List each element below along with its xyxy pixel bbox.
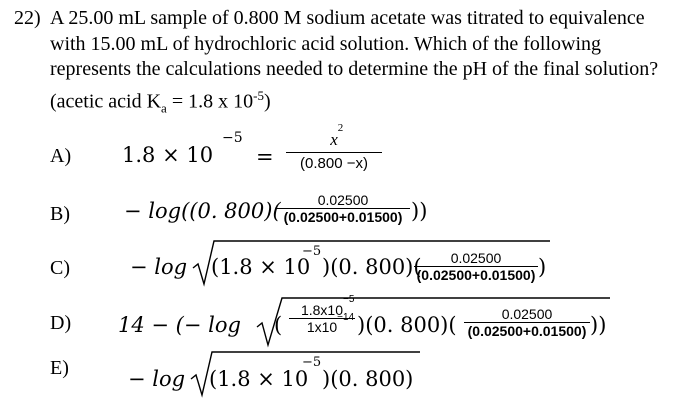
- option-a-numerator-exponent: 2: [337, 122, 344, 134]
- option-c-radicand: (1.8 × 10: [211, 255, 311, 279]
- option-e-prefix: − log: [128, 367, 186, 391]
- option-a-numerator: x: [330, 130, 338, 149]
- option-b-prefix: − log((0. 800)(: [124, 199, 281, 223]
- stem-line-3: represents the calculations needed to determine the pH of the final solution?: [50, 58, 659, 80]
- option-d-inner-denominator-exponent: −14: [337, 312, 355, 323]
- stem-line-4: (acetic acid $K_a = 1.8$ x $10^{-5}$): [50, 87, 271, 116]
- option-d-frac-numerator: 0.02500: [501, 306, 553, 322]
- question-number: 22): [14, 7, 41, 29]
- option-e-exponent: −5: [302, 355, 322, 370]
- option-c-frac-numerator: 0.02500: [450, 250, 502, 266]
- option-c-label[interactable]: C): [50, 257, 70, 279]
- option-b-label[interactable]: B): [50, 203, 70, 225]
- option-d-inner-denominator: 1x10: [306, 319, 338, 335]
- ka-subscript: a: [161, 100, 167, 116]
- stem-line-2: with 15.00 mL of hydrochloric acid solution. Which of the following: [50, 32, 602, 55]
- option-c-mid: )(0. 800)(: [322, 255, 422, 279]
- option-d-frac-denominator: (0.02500+0.01500): [467, 323, 587, 339]
- ka-exponent: -5: [253, 87, 264, 103]
- option-a-equals: =: [256, 145, 274, 169]
- option-d-radical: [257, 298, 610, 345]
- option-d-prefix: 14 − (− log: [118, 313, 241, 337]
- option-a-denominator: (0.800 −x): [300, 155, 368, 172]
- option-e-suffix: )(0. 800): [322, 367, 414, 391]
- option-a-label[interactable]: A): [50, 145, 72, 167]
- option-d-inner-numerator-exponent: −5: [343, 294, 355, 305]
- option-c-radical: [193, 241, 550, 284]
- option-a-lhs-exponent: −5: [222, 130, 243, 146]
- stem-line-1: A 25.00 mL sample of 0.800 M sodium acetate was titrated to equivalence: [50, 7, 645, 29]
- option-a-lhs: 1.8 × 10: [122, 143, 214, 167]
- option-d-suffix: )): [590, 313, 607, 337]
- option-d-label[interactable]: D): [50, 312, 72, 334]
- option-c-frac-denominator: (0.02500+0.01500): [416, 267, 536, 283]
- option-c-exponent: −5: [302, 244, 322, 259]
- option-d-inner-numerator: 1.8x10: [300, 302, 344, 318]
- option-b-frac-numerator: 0.02500: [317, 192, 369, 208]
- option-b-frac-denominator: (0.02500+0.01500): [283, 209, 403, 225]
- option-b-suffix: )): [411, 199, 428, 223]
- option-d-mid: )(0. 800)(: [357, 313, 457, 337]
- option-c-suffix: ): [538, 255, 547, 279]
- option-d-paren-open: (: [274, 313, 283, 337]
- option-e-radical: [191, 352, 420, 395]
- option-e-radicand: (1.8 × 10: [209, 367, 309, 391]
- option-c-prefix: − log: [130, 255, 188, 279]
- option-e-label[interactable]: E): [50, 357, 69, 379]
